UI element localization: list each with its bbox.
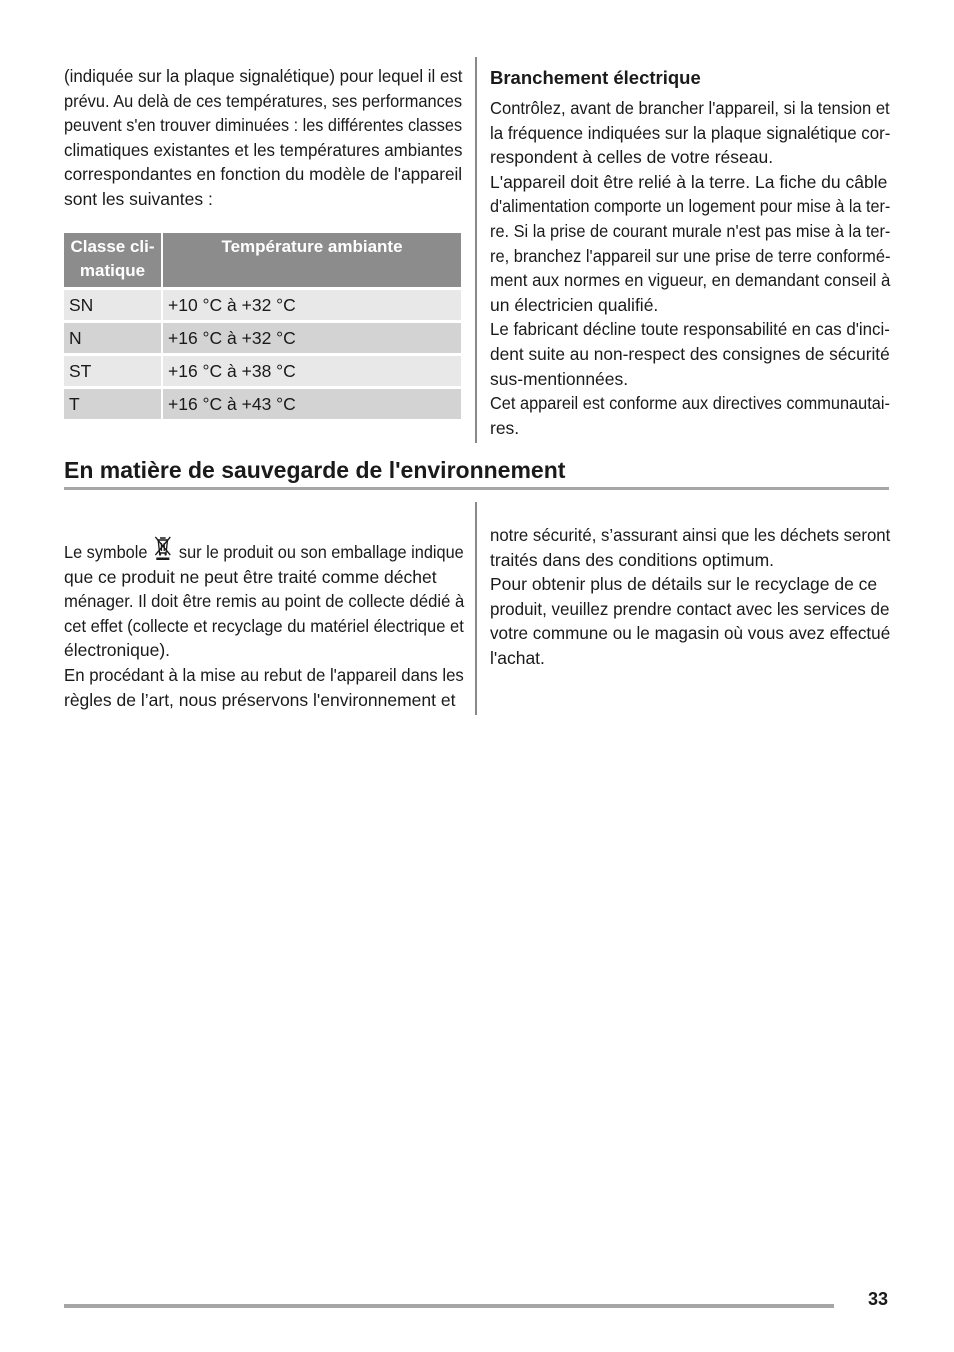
column-divider [475,57,477,443]
text-line: sont les suivantes : [64,188,213,209]
text-line: ménager. Il doit être remis au point de collecte dédié à [64,591,465,612]
text-line: produit, veuillez prendre contact avec les services de [490,598,890,619]
text-line: re, branchez l'appareil sur une prise de terre conformé- [490,245,891,266]
text-line: Contrôlez, avant de brancher l'appareil, si la tension et [490,98,890,118]
text-line: l'achat. [490,647,545,668]
text-line: traités dans des conditions optimum. [490,549,775,570]
text-line [64,535,464,565]
text-line: re. Si la prise de courant murale n'est pas mise à la ter- [490,220,891,241]
environment-left-column [64,535,464,712]
text-line: Pour obtenir plus de détails sur le recyclage de ce [490,574,878,595]
text-line: prévu. Au delà de ces températures, ses performances [64,90,463,111]
column-divider [475,502,477,715]
text-line: Le fabricant décline toute responsabilité en cas d'inci- [490,319,890,340]
text-fragment: sur le produit ou son emballage indique [178,542,464,562]
cell-range: +16 °C à +38 °C [162,355,461,388]
section-heading: Branchement électrique [490,67,701,88]
text-line: dent suite au non-respect des consignes de sécurité [490,343,890,364]
text-line: votre commune ou le magasin où vous avez effectué [490,623,891,644]
cell-class: ST [64,355,162,388]
header-ambient-temperature: Température ambiante [162,233,461,289]
cell-range: +10 °C à +32 °C [162,289,461,322]
text-line: En procédant à la mise au rebut de l'appareil dans les [64,664,464,685]
text-line: d'alimentation comporte un logement pour mise à la ter- [490,196,891,217]
text-line: ment aux normes en vigueur, en demandant conseil à [490,270,891,291]
text-line: règles de l’art, nous préservons l'environnement et [64,689,456,710]
header-climate-class [64,233,162,289]
text-line: respondent à celles de votre réseau. [490,147,774,168]
text-line: que ce produit ne peut être traité comme déchet [64,566,437,587]
text-line: électronique). [64,640,171,661]
cell-class: N [64,322,162,355]
footer-rule [64,1304,834,1308]
climate-class-table [64,233,461,419]
cell-range: +16 °C à +32 °C [162,322,461,355]
text-fragment: Le symbole [64,542,148,562]
section-rule [64,487,889,490]
page-number: 33 [867,1289,888,1309]
text-line: notre sécurité, s’assurant ainsi que les déchets seront [490,525,891,545]
text-line: correspondantes en fonction du modèle de l'appareil [64,164,463,185]
environment-right-column [490,523,890,671]
table-row [64,388,461,420]
text-line: sus-mentionnées. [490,368,629,389]
text-line: climatiques existantes et les températures ambiantes [64,139,463,160]
section-title: En matière de sauvegarde de l'environnement [64,457,566,483]
cell-class: SN [64,289,162,322]
text-line: cet effet (collecte et recyclage du matériel électrique et [64,615,464,636]
electrical-connection-section [490,66,890,440]
text-line: L'appareil doit être relié à la terre. La fiche du câble [490,171,888,192]
intro-paragraph [64,64,462,212]
cell-range: +16 °C à +43 °C [162,388,461,420]
table-row [64,322,461,355]
text-line: peuvent s'en trouver diminuées : les différentes classes [64,115,463,136]
header-class-line1: Classe cli- [70,237,155,256]
text-line: la fréquence indiquées sur la plaque signalétique cor- [490,122,891,143]
header-class-line2: matique [79,261,146,280]
table-header-row [64,233,461,289]
crossed-out-wheelie-bin-icon [154,535,173,561]
table-row [64,355,461,388]
table-row [64,289,461,322]
cell-class: T [64,388,162,420]
text-line: un électricien qualifié. [490,294,659,315]
text-line: (indiquée sur la plaque signalétique) pour lequel il est [64,66,463,86]
text-line: res. [490,417,520,438]
text-line: Cet appareil est conforme aux directives communautai- [490,393,890,414]
